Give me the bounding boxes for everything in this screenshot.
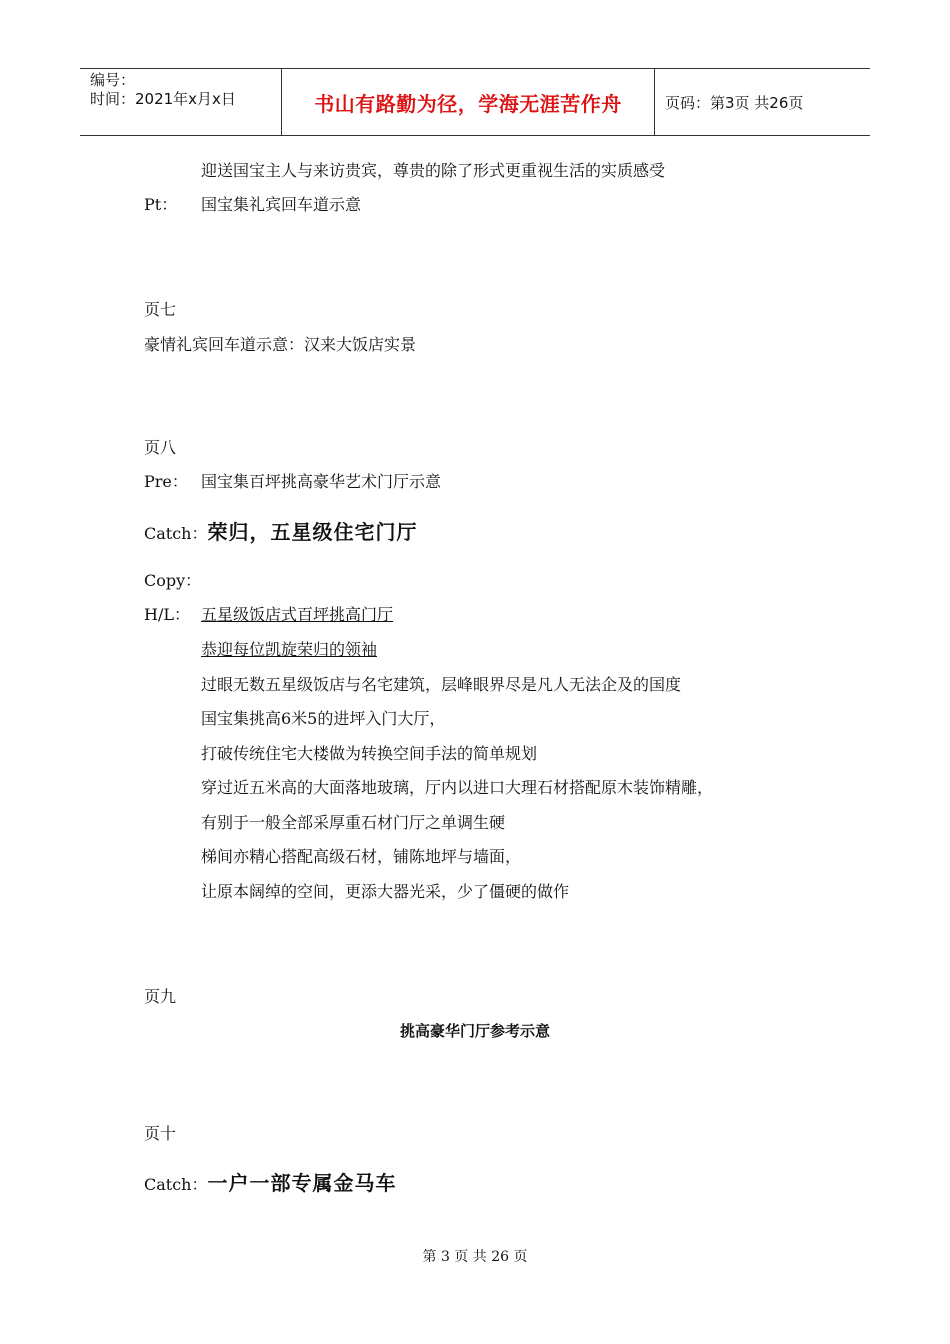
document-header xyxy=(80,68,870,136)
pre-row xyxy=(144,471,441,493)
catch1-text: 荣归，五星级住宅门厅 xyxy=(207,520,418,544)
header-page-info: 页码：第3页 共26页 xyxy=(665,93,804,112)
intro-line: 迎送国宝主人与来访贵宾，尊贵的除了形式更重视生活的实质感受 xyxy=(201,161,666,180)
body-line: 国宝集挑高6米5的进坪入门大厅， xyxy=(201,709,446,728)
body-line: 有别于一般全部采厚重石材门厅之单调生硬 xyxy=(201,813,506,832)
header-meta xyxy=(80,69,281,135)
page-footer: 第 3 页 共 26 页 xyxy=(422,1249,528,1265)
pt-text: 国宝集礼宾回车道示意 xyxy=(201,195,362,214)
header-motto: 书山有路勤为径，学海无涯苦作舟 xyxy=(281,69,655,135)
page7-text: 豪情礼宾回车道示意：汉来大饭店实景 xyxy=(144,335,417,354)
body-line: 过眼无数五星级饭店与名宅建筑，层峰眼界尽是凡人无法企及的国度 xyxy=(201,675,682,694)
copy-label: Copy： xyxy=(144,571,202,590)
page8-title: 页八 xyxy=(144,438,177,457)
catch2-row xyxy=(144,1169,396,1199)
hl-line-2: 恭迎每位凯旋荣归的领袖 xyxy=(201,640,378,659)
page7-title: 页七 xyxy=(144,300,177,319)
catch1-row xyxy=(144,518,417,548)
catch1-label: Catch： xyxy=(144,524,208,543)
hl-row xyxy=(144,604,393,626)
header-date: 时间：2021年x月x日 xyxy=(90,90,236,108)
hl-label: H/L： xyxy=(144,605,190,624)
pt-row xyxy=(144,194,361,216)
body-line: 穿过近五米高的大面落地玻璃，厅内以进口大理石材搭配原木装饰精雕， xyxy=(201,778,714,797)
pt-label: Pt： xyxy=(144,195,178,214)
catch2-label: Catch： xyxy=(144,1175,208,1194)
page9-caption: 挑高豪华门厅参考示意 xyxy=(399,1022,550,1040)
pre-text: 国宝集百坪挑高豪华艺术门厅示意 xyxy=(201,472,442,491)
catch2-text: 一户一部专属金马车 xyxy=(207,1171,397,1195)
body-line: 让原本阔绰的空间，更添大器光采，少了僵硬的做作 xyxy=(201,882,570,901)
page10-title: 页十 xyxy=(144,1124,177,1143)
pre-label: Pre： xyxy=(144,472,188,491)
body-line: 梯间亦精心搭配高级石材，铺陈地坪与墙面， xyxy=(201,847,522,866)
page9-title: 页九 xyxy=(144,987,177,1006)
header-number-label: 编号： xyxy=(90,71,136,89)
hl-line-1: 五星级饭店式百坪挑高门厅 xyxy=(201,605,394,624)
body-line: 打破传统住宅大楼做为转换空间手法的简单规划 xyxy=(201,744,538,763)
